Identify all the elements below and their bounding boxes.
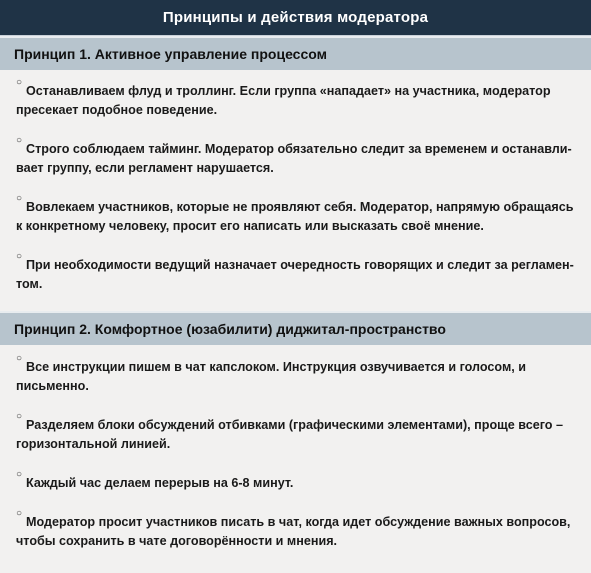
list-item-text: Все инструкции пишем в чат капслоком. Инструкция озвучивается и голосом, и письменно. [16, 360, 527, 393]
bullet-icon: ○ [16, 77, 23, 88]
list-item-text: Вовлекаем участников, которые не проявляют себя. Модератор, напрямую обращаясь к конкретному человеку, просит его написать или высказать своё мнение. [16, 200, 574, 233]
bullet-icon: ○ [16, 508, 23, 519]
title-bar [0, 0, 591, 36]
principle-1-section [0, 36, 591, 311]
list-item [16, 411, 577, 454]
page-title: Принципы и действия модератора [162, 9, 429, 26]
bullet-icon: ○ [16, 135, 23, 146]
list-item-text: Останавливаем флуд и троллинг. Если группа «нападает» на участника, модератор пресекает подобное поведение. [16, 84, 551, 117]
bullet-icon: ○ [16, 353, 23, 364]
list-item-text: Строго соблюдаем тайминг. Модератор обязательно следит за временем и останавли-вает группу, если регламент нарушается. [16, 142, 572, 175]
list-item-text: Разделяем блоки обсуждений отбивками (графическими элементами), проще всего – горизонтальной линией. [16, 418, 563, 451]
bullet-icon: ○ [16, 411, 23, 422]
principle-1-heading: Принцип 1. Активное управление процессом [0, 36, 591, 70]
list-item-text: Модератор просит участников писать в чат, когда идет обсуждение важных вопросов, чтобы сохранить в чате договорённости и мнения. [16, 515, 571, 548]
bullet-icon: ○ [16, 469, 23, 480]
principle-2-list [0, 345, 591, 551]
bullet-icon: ○ [16, 193, 23, 204]
list-item [16, 135, 577, 178]
principle-2-heading: Принцип 2. Комфортное (юзабилити) диджитал-пространство [0, 311, 591, 345]
principle-1-list [0, 70, 591, 311]
list-item-text: Каждый час делаем перерыв на 6-8 минут. [26, 476, 294, 490]
principle-2-section [0, 311, 591, 551]
list-item [16, 251, 577, 294]
list-item [16, 353, 577, 396]
list-item [16, 508, 577, 551]
list-item [16, 469, 577, 493]
list-item-text: При необходимости ведущий назначает очередность говорящих и следит за регламен-том. [16, 258, 574, 291]
list-item [16, 193, 577, 236]
bullet-icon: ○ [16, 251, 23, 262]
list-item [16, 77, 577, 120]
